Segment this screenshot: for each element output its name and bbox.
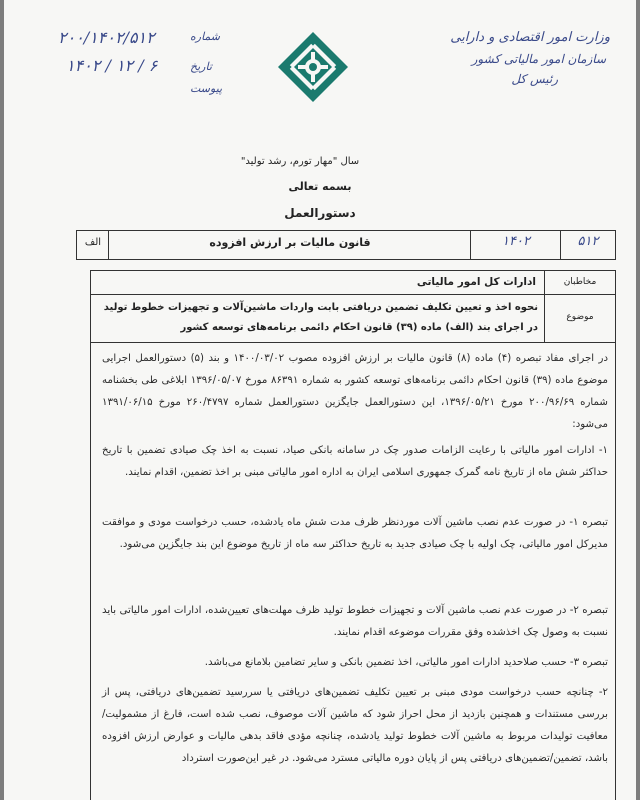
intro-paragraph: در اجرای مفاد تبصره (۴) ماده (۸) قانون مالیات بر ارزش افزوده مصوب ۱۴۰۰/۰۳/۰۲ و بند (۵) دستورالعمل اجرایی موضوع ماده (۳۹) قانون احکام دائمی برنامه‌های توسعه کشور به شماره ۸۶۳۹۱ مورخ ۱۳۹۶/۰۵/۰۷ ابلاغی طی بخشنامه شماره ۲۰۰/۹۶/۶۹ مورخ ۱۳۹۶/۰۵/۲۱، این دستورالعمل جایگزین دستورالعمل شماره ۲۶۰/۴۷۹۷ مورخ ۱۳۹۱/۰۶/۱۵ می‌شود: bbox=[102, 353, 609, 430]
ministry-line-1: وزارت امور اقتصادی و دارایی bbox=[450, 30, 610, 45]
year-cell: ۱۴۰۲ bbox=[502, 234, 530, 249]
topic-label: موضوع bbox=[566, 312, 594, 322]
number-value: ۲۰۰/۱۴۰۲/۵۱۲ bbox=[58, 28, 155, 47]
note-3-paragraph: تبصره ۳- حسب صلاحدید ادارات امور مالیاتی، اخذ تضمین بانکی و سایر تضامین بلامانع می‌باشد. bbox=[204, 657, 608, 668]
item-2-paragraph: ۲- چنانچه حسب درخواست مودی مبنی بر تعیین تکلیف تضمین‌های دریافتی یا سررسید تضمین‌های دریافتی، پس از بررسی مستندات و همچنین بازدید از محل احراز شود که ماشین آلات موصوف، نصب شده است، فارغ از مشمولیت/معافیت تولیدات مربوط به ماشین آلات خطوط تولید یادشده، چنانچه مؤدی فاقد بدهی مالیات و عوارض ارزش افزوده باشد، تضمین/تضمین‌های دریافتی پس از پایان دوره مالیاتی مسترد می‌شود. در غیر این‌صورت استرداد bbox=[102, 687, 608, 764]
year-slogan: سال "مهار تورم، رشد تولید" bbox=[240, 156, 360, 167]
date-label: تاریخ bbox=[190, 60, 212, 73]
ministry-line-2: سازمان امور مالیاتی کشور bbox=[471, 52, 606, 66]
series-cell: الف bbox=[84, 237, 102, 248]
topic-value: نحوه اخذ و تعیین تکلیف تضمین دریافتی بابت واردات ماشین‌آلات و تجهیزات خطوط تولید در اجرای بند (الف) ماده (۳۹) قانون احکام دائمی برنامه‌های توسعه کشور bbox=[103, 302, 538, 333]
note-1-paragraph: تبصره ۱- در صورت عدم نصب ماشین آلات موردنظر ظرف مدت شش ماه یادشده، حسب درخواست مودی و موافقت مدیرکل امور مالیاتی، چک اولیه با چک صیادی جدید به تاریخ حداکثر سه ماه از تاریخ موضوع این بند جایگزین می‌شود. bbox=[102, 517, 608, 550]
date-value: ۱۴۰۲ / ۱۲ / ۶ bbox=[66, 56, 158, 75]
seal-logo bbox=[276, 30, 350, 104]
subject-law-cell: قانون مالیات بر ارزش افزوده bbox=[209, 236, 371, 249]
doc-type-title: دستورالعمل bbox=[284, 206, 356, 220]
note-2-paragraph: تبصره ۲- در صورت عدم نصب ماشین آلات و تجهیزات خطوط تولید ظرف مهلت‌های تعیین‌شده، ادارات امور مالیاتی باید نسبت به وصول چک اخذشده وفق مقررات موضوعه اقدام نمایند. bbox=[102, 605, 608, 638]
item-1-paragraph: ۱- ادارات امور مالیاتی با رعایت الزامات صدور چک در سامانه بانکی صیاد، نسبت به اخذ چک صیادی تضمین با تاریخ حداکثر شش ماه از تاریخ نامه گمرک جمهوری اسلامی ایران به اداره امور مالیاتی مبنی بر اخذ تضمین، اقدام نمایند. bbox=[102, 445, 608, 478]
audience-value: ادارات کل امور مالیاتی bbox=[416, 276, 536, 288]
document-page bbox=[4, 0, 636, 800]
number-label: شماره bbox=[190, 30, 221, 43]
audience-label: مخاطبان bbox=[563, 277, 597, 287]
ministry-line-3: رئیس کل bbox=[511, 72, 558, 86]
bismillah: بسمه تعالی bbox=[288, 180, 352, 193]
number-cell: ۵۱۲ bbox=[577, 234, 599, 249]
attachment-label: پیوست bbox=[190, 82, 223, 95]
